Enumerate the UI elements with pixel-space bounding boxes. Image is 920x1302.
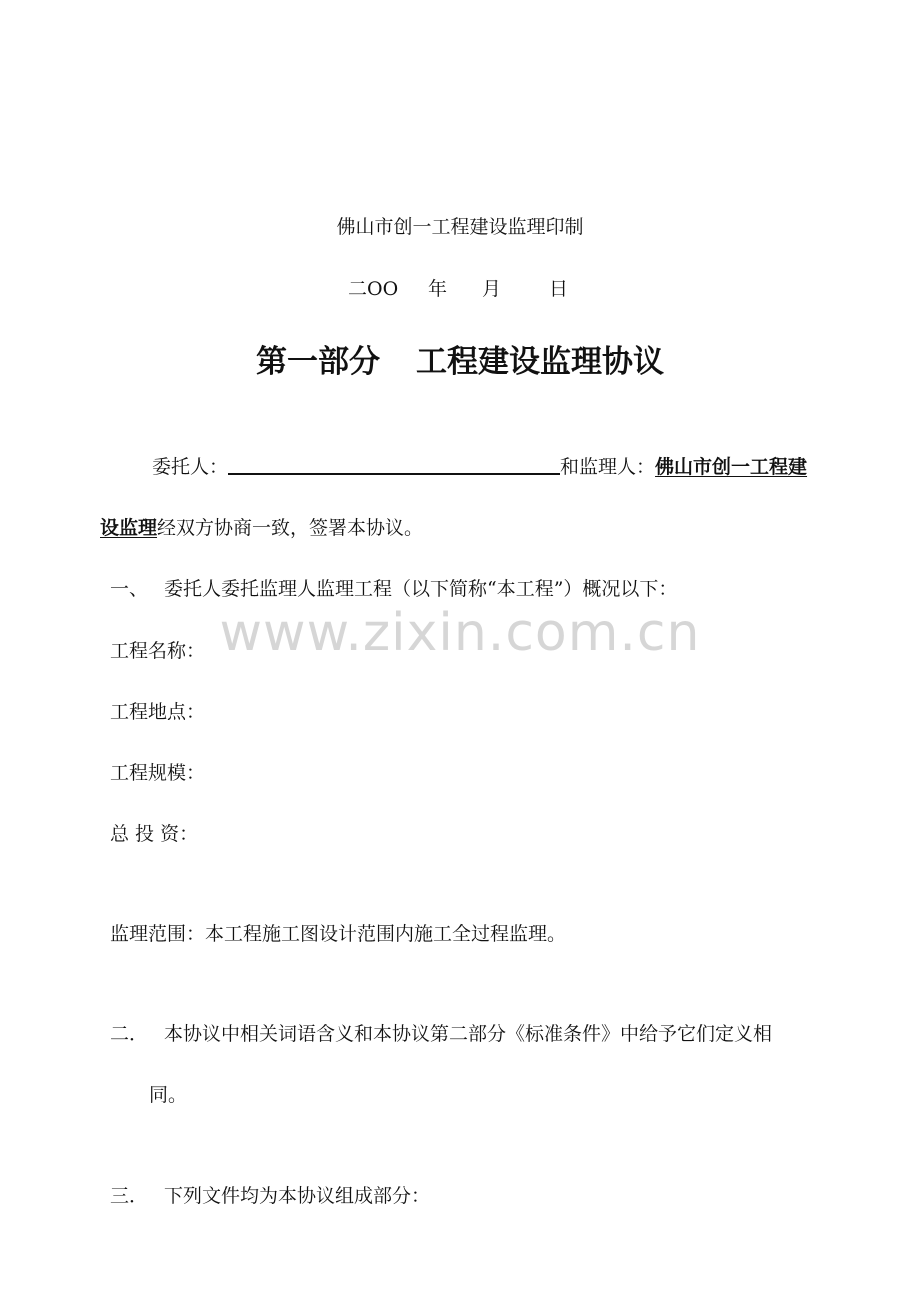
- printer-line: 佛山市创一工程建设监理印制: [336, 216, 584, 238]
- supervisor-name-part2: 设监理: [100, 517, 158, 539]
- section-3-number: 三．: [110, 1185, 149, 1207]
- date-year-label: 年: [428, 278, 448, 300]
- section-2-number: 二．: [110, 1023, 149, 1045]
- field-total-investment: 总 投 资：: [110, 823, 199, 845]
- supervision-scope: 监理范围：本工程施工图设计范围内施工全过程监理。: [110, 923, 567, 945]
- part-heading: 工程建设监理协议: [416, 344, 664, 380]
- watermark: www.zixin.com.cn: [219, 603, 701, 663]
- supervisor-name-part1: 佛山市创一工程建: [655, 456, 808, 478]
- date-year-prefix: 二OO: [348, 278, 399, 300]
- field-project-scale: 工程规模：: [110, 762, 206, 784]
- section-2-continuation: 同。: [149, 1084, 188, 1106]
- section-1-text: 委托人委托监理人监理工程（以下简称“本工程”）概况以下：: [164, 578, 678, 600]
- section-3-text: 下列文件均为本协议组成部分：: [164, 1185, 431, 1207]
- intro-line-2: [100, 513, 423, 540]
- date-line: [0, 274, 920, 302]
- and-supervisor-label: 和监理人：: [560, 456, 656, 478]
- intro-line-1: [152, 452, 807, 479]
- field-project-name: 工程名称：: [110, 640, 206, 662]
- field-project-location: 工程地点：: [110, 701, 206, 723]
- section-1: [110, 574, 677, 601]
- date-month-label: 月: [482, 278, 502, 300]
- date-day-label: 日: [549, 278, 569, 300]
- agreement-text: 经双方协商一致，签署本协议。: [157, 517, 424, 539]
- section-1-number: 一、: [110, 578, 149, 600]
- part-title: [0, 336, 920, 381]
- section-3: [110, 1181, 430, 1208]
- section-2-text: 本协议中相关词语含义和本协议第二部分《标准条件》中给予它们定义相: [164, 1023, 773, 1045]
- section-2: [110, 1019, 772, 1046]
- part-number: 第一部分: [256, 344, 380, 380]
- client-blank: [228, 453, 560, 475]
- client-label: 委托人：: [152, 456, 229, 478]
